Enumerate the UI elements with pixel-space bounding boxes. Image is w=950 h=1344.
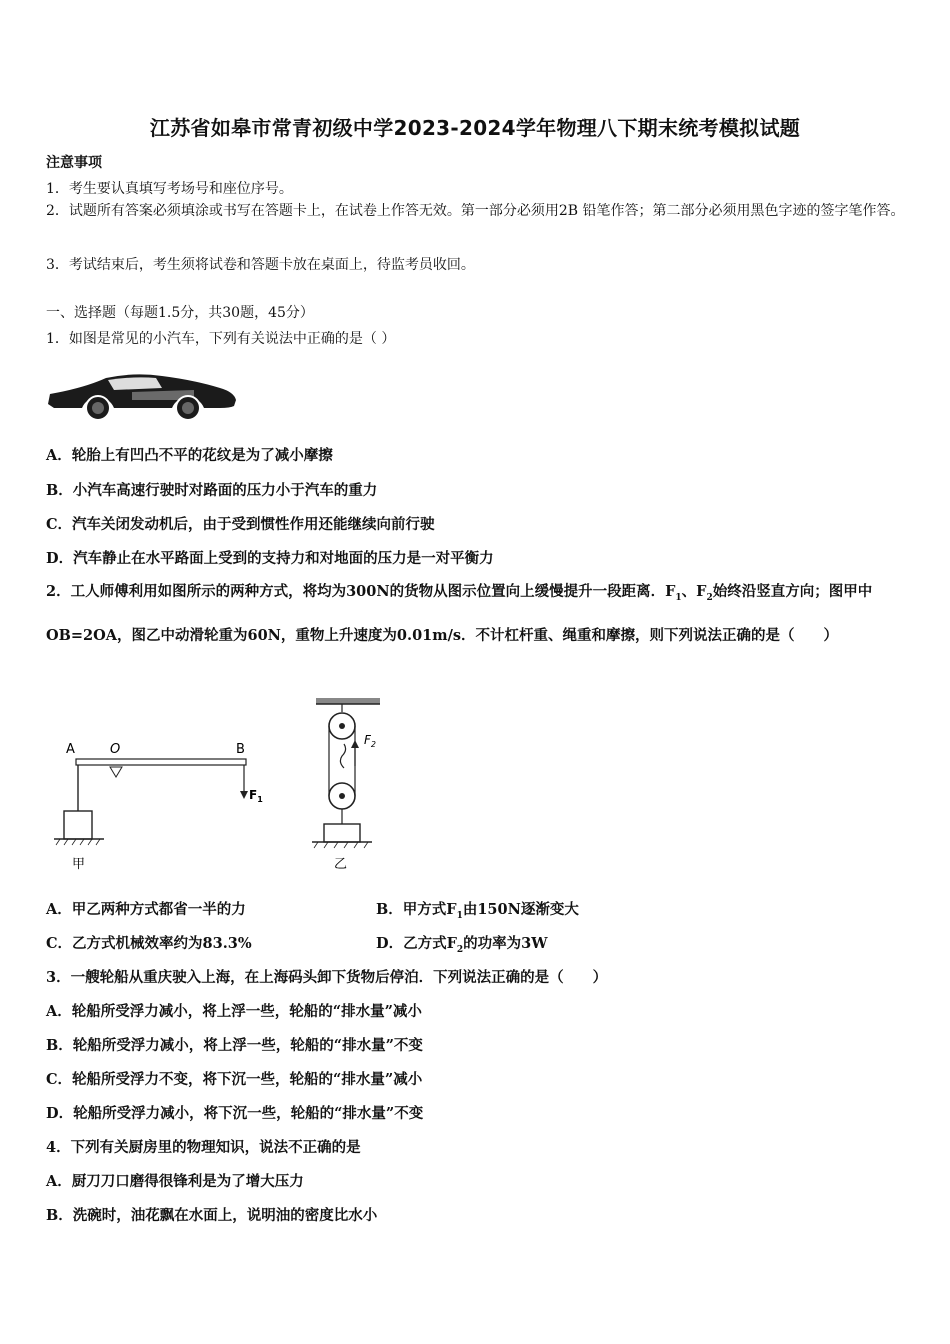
q4-option-a: A．厨刀刀口磨得很锋利是为了增大压力	[46, 1173, 304, 1190]
car-illustration	[44, 368, 238, 422]
page-title: 江苏省如皋市常青初级中学2023-2024学年物理八下期末统考模拟试题	[149, 116, 801, 140]
q4-option-b: B．洗碗时，油花飘在水面上，说明油的密度比水小	[46, 1207, 378, 1224]
q1-option-b: B．小汽车高速行驶时对路面的压力小于汽车的重力	[46, 482, 378, 499]
section-heading: 一、选择题（每题1.5分，共30题，45分）	[46, 305, 314, 321]
q1-option-d: D．汽车静止在水平路面上受到的支持力和对地面的压力是一对平衡力	[46, 550, 494, 567]
label-f1: $F_1$	[249, 788, 263, 804]
notice-item-1: 1．考生要认真填写考场号和座位序号。	[46, 181, 293, 197]
q2-stem: 2．工人师傅利用如图所示的两种方式，将均为300N的货物从图示位置向上缓慢提升一段距离．$F_1$、$F_2$始终沿竖直方向；图甲中OB=2OA，图乙中动滑轮重为60N，重物上升速度为0.01m/s．不计杠杆重、绳重和摩擦，则下列说法正确的是（ ）	[46, 583, 873, 644]
q3-option-a: A．轮船所受浮力减小，将上浮一些，轮船的“排水量”减小	[46, 1003, 422, 1020]
q3-stem: 3．一艘轮船从重庆驶入上海，在上海码头卸下货物后停泊．下列说法正确的是（ ）	[46, 969, 608, 986]
q2-option-c: C．乙方式机械效率约为83.3%	[46, 935, 252, 952]
notice-item-3: 3．考试结束后，考生须将试卷和答题卡放在桌面上，待监考员收回。	[46, 257, 475, 273]
q3-option-c: C．轮船所受浮力不变，将下沉一些，轮船的“排水量”减小	[46, 1071, 423, 1088]
label-o: O	[110, 742, 121, 757]
lever-figure	[50, 735, 280, 875]
label-b: B	[236, 742, 245, 757]
notice-item-2: 2．试题所有答案必须填涂或书写在答题卡上，在试卷上作答无效。第一部分必须用2B 铅笔作答；第二部分必须用黑色字迹的签字笔作答。	[46, 203, 905, 219]
q1-option-a: A．轮胎上有凹凸不平的花纹是为了减小摩擦	[46, 447, 333, 464]
q1-option-c: C．汽车关闭发动机后，由于受到惯性作用还能继续向前行驶	[46, 516, 435, 533]
label-a: A	[66, 742, 75, 757]
pulley-figure	[308, 696, 408, 874]
q2-option-d: D．乙方式$F_2$的功率为3W	[376, 935, 548, 955]
q1-stem: 1．如图是常见的小汽车，下列有关说法中正确的是（ ）	[46, 331, 396, 347]
label-yi: 乙	[334, 857, 348, 872]
q4-stem: 4．下列有关厨房里的物理知识，说法不正确的是	[46, 1139, 361, 1156]
q2-option-a: A．甲乙两种方式都省一半的力	[46, 901, 246, 918]
label-f2: $F_2$	[364, 733, 376, 749]
q3-option-b: B．轮船所受浮力减小，将上浮一些，轮船的“排水量”不变	[46, 1037, 423, 1054]
q3-option-d: D．轮船所受浮力减小，将下沉一些，轮船的“排水量”不变	[46, 1105, 424, 1122]
notice-heading: 注意事项	[46, 155, 102, 171]
q2-option-b: B．甲方式$F_1$由150N逐渐变大	[376, 901, 579, 921]
label-jia: 甲	[72, 857, 86, 872]
